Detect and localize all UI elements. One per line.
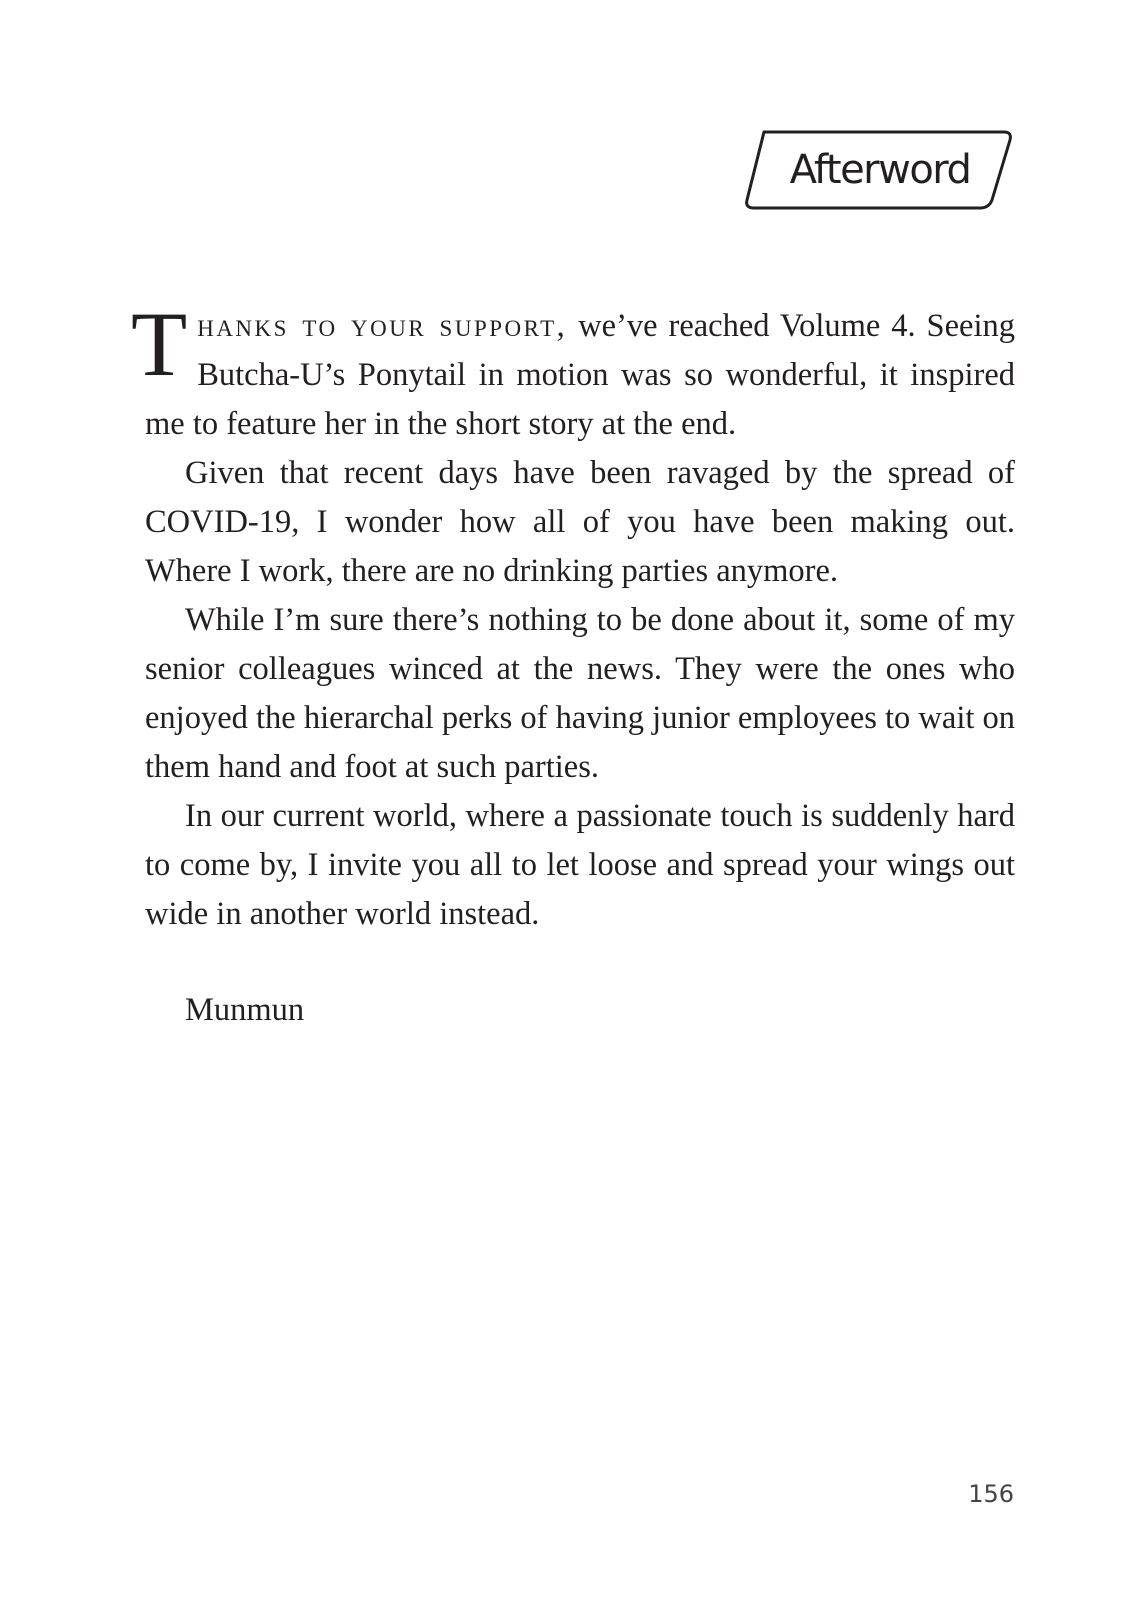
afterword-body [131, 293, 1016, 939]
paragraph-4: In our current world, where a passionate touch is suddenly hard to come by, I invite you all to let loose and spread your wings out wide in another world instead. [145, 798, 1015, 932]
paragraph-3: While I’m sure there’s nothing to be done about it, some of my senior colleagues winced at the news. They were the ones who enjoyed the hierarchal perks of having junior employees to wait on them hand and foot at such parties. [145, 602, 1016, 785]
paragraph-1-text: we’ve reached Volume 4. Seeing Butcha-U’s Ponytail in motion was so wonderful, it inspired me to feature her in the short story at the end. [145, 308, 1015, 442]
chapter-title-badge [742, 128, 1014, 212]
page-number: 156 [968, 1480, 1014, 1508]
lead-in-small-caps: hanks to your support, [197, 308, 568, 344]
drop-cap: T [131, 293, 188, 395]
paragraph-2: Given that recent days have been ravaged by the spread of COVID-19, I wonder how all of you have been making out. Where I work, there are no drinking parties anymore. [145, 455, 1015, 589]
author-signature: Munmun [185, 992, 305, 1028]
paragraph-1 [131, 293, 1015, 449]
chapter-title: Afterword [789, 147, 971, 193]
